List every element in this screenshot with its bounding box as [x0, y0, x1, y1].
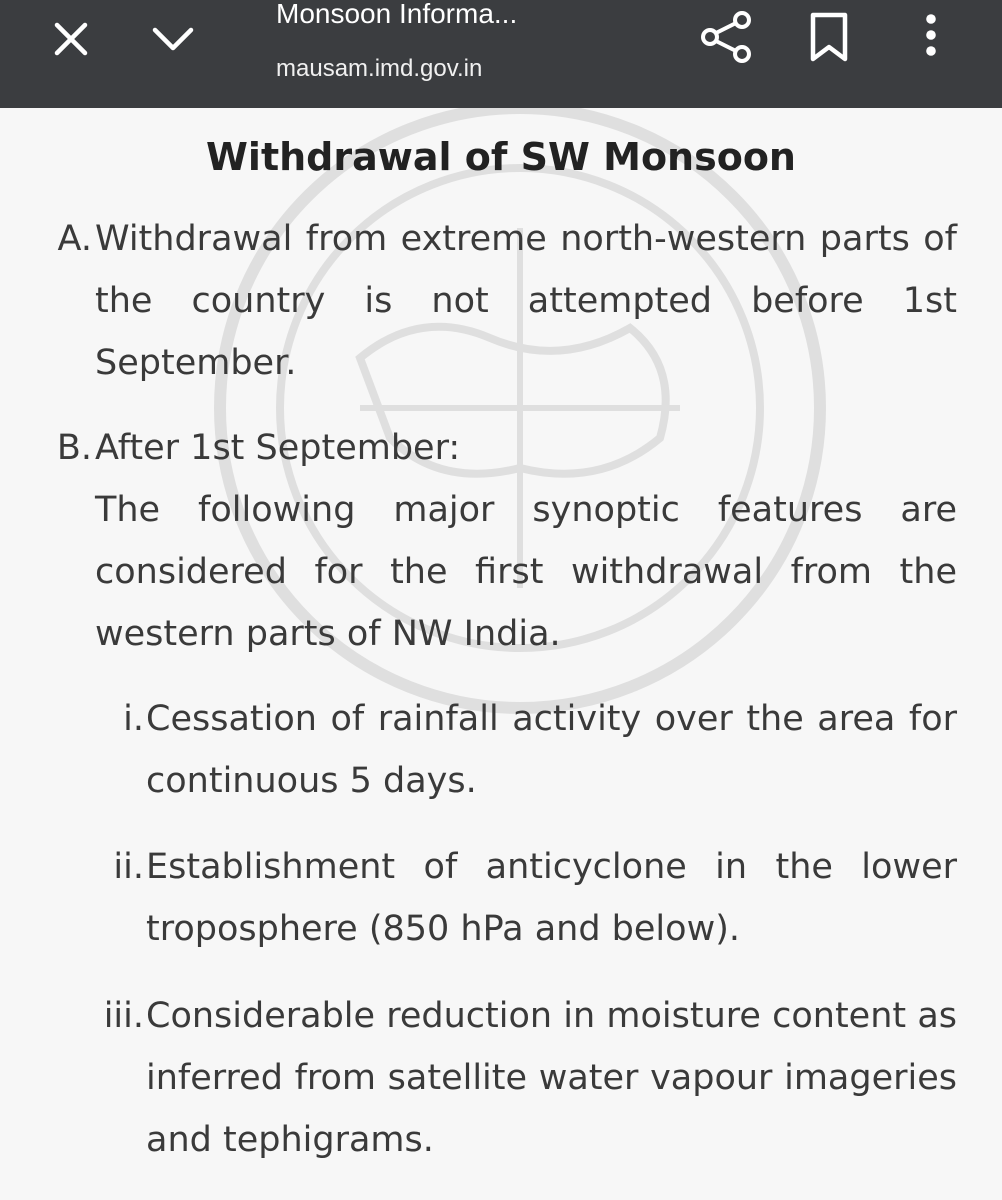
- list-marker: iii.: [103, 996, 144, 1036]
- list-item-text: Cessation of rainfall activity over the area for continuous 5 days.: [146, 699, 957, 801]
- list-item-text: Withdrawal from extreme north-western parts of the country is not attempted before 1st September.: [95, 219, 957, 383]
- list-marker: i.: [123, 699, 144, 739]
- list-marker: A.: [57, 219, 92, 259]
- article-heading: Withdrawal of SW Monsoon: [206, 135, 796, 179]
- bookmark-icon[interactable]: [806, 10, 852, 64]
- list-item-text: Considerable reduction in moisture content as inferred from satellite water vapour imageries and tephigrams.: [146, 996, 957, 1160]
- more-vert-icon[interactable]: [916, 10, 946, 64]
- article-content: [0, 108, 1002, 1200]
- list-marker: ii.: [113, 847, 144, 887]
- page-title: Monsoon Informa...: [276, 0, 518, 29]
- list-marker: B.: [56, 428, 92, 468]
- browser-toolbar: [0, 0, 1002, 108]
- close-icon[interactable]: [48, 16, 94, 62]
- chevron-down-icon[interactable]: [150, 16, 196, 62]
- list-item-text: After 1st September:: [95, 428, 461, 468]
- list-item-text: Establishment of anticyclone in the lower troposphere (850 hPa and below).: [146, 847, 957, 949]
- share-icon[interactable]: [700, 8, 754, 66]
- list-item-b-body: The following major synoptic features are considered for the first withdrawal from the western parts of NW India.: [95, 490, 957, 654]
- page-url: mausam.imd.gov.in: [276, 55, 483, 82]
